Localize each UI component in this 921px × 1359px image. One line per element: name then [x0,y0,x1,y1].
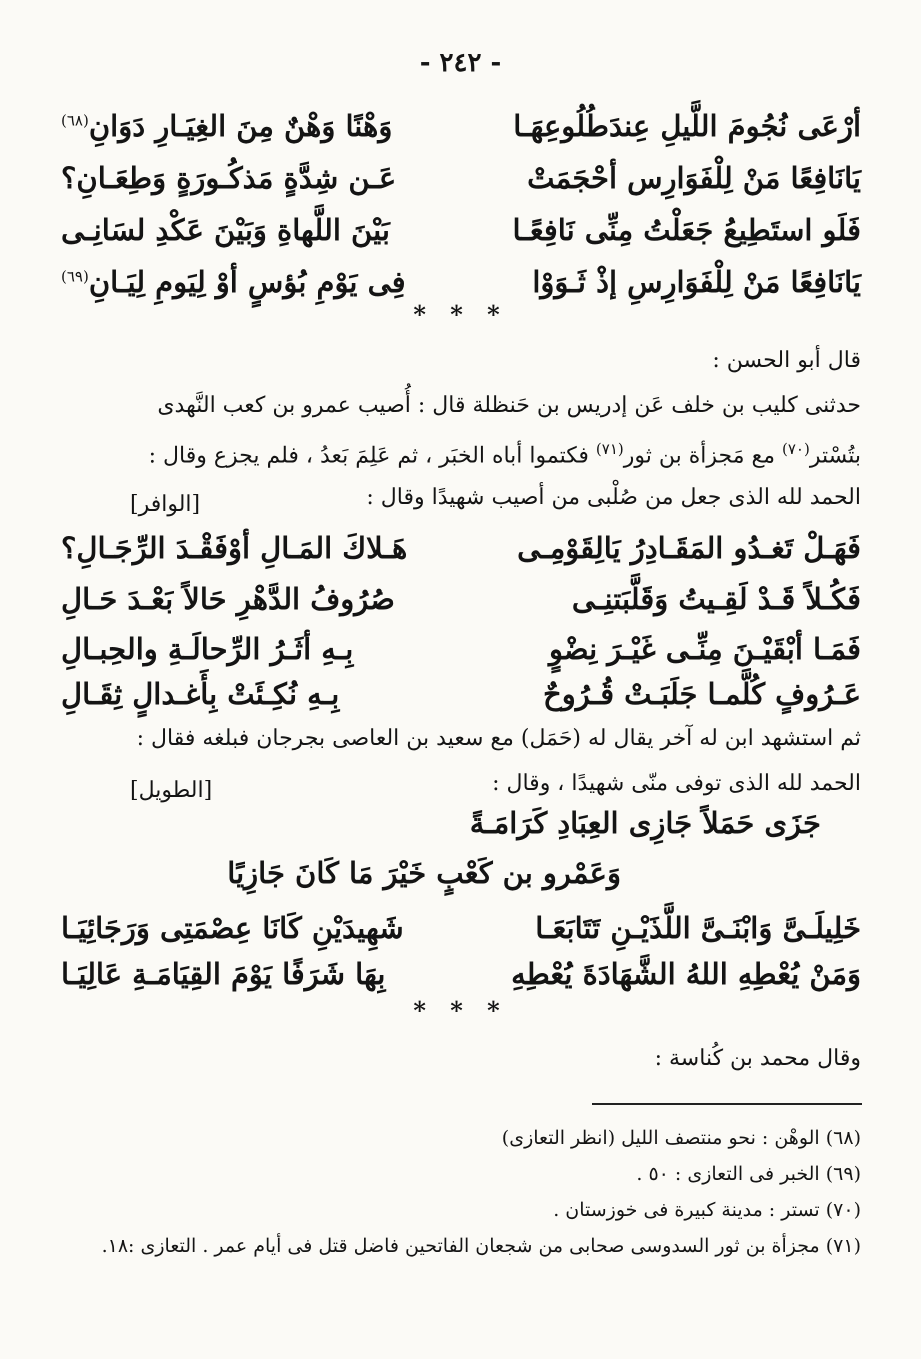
verse-second-hemistich: بِهَا شَرَفًا يَوْمَ القِيَامَـةِ عَالِيَـا [61,957,386,991]
footnote-marker: (٦٩) [61,267,89,286]
footnote: (٦٩) الخبر فى التعازى : ٥٠ . [636,1163,861,1185]
verse-first-hemistich: فَمَـا أبْقَيْـنَ مِنِّـى غَيْـرَ نِضْوٍ [548,632,861,666]
section-separator: * * * [413,996,508,1025]
verse-first-hemistich: يَانَافِعًا مَنْ لِلْفَوَارِسِ إذْ ثَـوَوْا [532,265,861,299]
footnote-marker: (٧١) [595,440,624,458]
verse-second-hemistich [61,109,392,143]
narrator-intro: قال أبو الحسن : [712,348,861,373]
meter-label: [الطويل] [130,778,213,803]
page-number: - ٢٤٢ - [419,48,502,78]
footnote: (٧١) مجزأة بن ثور السدوسى صحابى من شجعان الفاتحين فاضل قتل فى أيام عمر . التعازى :١٨. [101,1235,861,1257]
verse-line [61,573,861,625]
footnote-divider [592,1103,862,1105]
verse-first-hemistich: جَزَى حَمَلاً جَازِى العِبَادِ كَرَامَـةً [469,806,821,840]
verse-second-hemistich: وَعَمْرو بن كَعْبٍ خَيْرَ مَا كَانَ جَازِيًا [227,856,621,890]
prose-segment: مع مَجزأة بن ثور [623,443,782,469]
verse-first-hemistich: فَلَو استَطِيعُ جَعَلْتُ مِنِّى نَافِعًـا [512,213,861,247]
footnote: (٦٨) الوهْن : نحو منتصف الليل (انظر التعازى) [501,1127,861,1149]
prose-line [61,440,861,468]
prose-segment: بتُسْتر [809,443,861,469]
narrator-intro: وقال محمد بن كُناسة : [654,1046,861,1071]
verse-second-hemistich: شَهِيدَيْنِ كَانَا عِصْمَتِى وَرَجَائِيَـا [61,911,404,945]
footnote-marker: (٧٠) [781,440,810,458]
verse-second-hemistich: صُرُوفُ الدَّهْرِ حَالاً بَعْـدَ حَـالِ [61,582,395,616]
footnote: (٧٠) تستر : مدينة كبيرة فى خوزستان . [553,1199,861,1221]
verse-first-hemistich: فَهَـلْ تَغـدُو المَقَـادِرُ يَالِقَوْمِـى [517,531,861,565]
verse-first-hemistich: عَـرُوفٍ كُلَّمـا جَلَبَـتْ قُـرُوحٌ [543,677,861,711]
verse-second-hemistich: عَـن شِدَّةٍ مَذكُـورَةٍ وَطِعَـانِ؟ [61,161,397,195]
verse-line [61,204,861,256]
footnote-marker: (٦٨) [61,111,89,130]
verse-second-hemistich: بِـهِ نُكِـئَتْ بِأَغـدالٍ ثِقَـالِ [61,677,340,711]
verse-first-hemistich: خَلِيلَـىَّ وَابْنَـىَّ اللَّذَيْـنِ تَتَابَعَـا [535,911,861,945]
prose-line: حدثنى كليب بن خلف عَن إدريس بن حَنظلة قال : أُصيب عمرو بن كعب النَّهدى [157,393,861,418]
meter-label: [الوافر] [130,492,201,517]
prose-line: الحمد لله الذى توفى منّى شهيدًا ، وقال : [492,771,861,796]
verse-line [61,902,861,954]
verse-second-hemistich: بَيْنَ اللَّهاةِ وَبَيْنَ عَكْدِ لسَانِـى [61,213,390,247]
verse-line [61,948,861,1000]
verse-second-hemistich-text: فِى يَوْمِ بُؤسٍ أوْ لِيَومِ لِيَـانِ [88,265,406,299]
verse-first-hemistich: وَمَنْ يُعْطِهِ اللهُ الشَّهَادَةَ يُعْطِهِ [511,957,861,991]
verse-second-hemistich [61,265,406,299]
verse-first-hemistich: يَانَافِعًا مَنْ لِلْفَوَارِس أحْجَمَتْ [527,161,861,195]
verse-second-hemistich-text: وَهْنًا وَهْنٌ مِنَ الغِيَـارِ دَوَانِ [88,109,393,143]
verse-line [61,668,861,720]
verse-line [61,100,861,152]
verse-second-hemistich: بِـهِ أثَـرُ الرِّحالَـةِ والحِبـالِ [61,632,354,666]
verse-first-hemistich: فَكُـلاً قَـدْ لَقِـيتُ وَقَلَّبَتنِـى [571,582,861,616]
prose-segment: فكتموا أباه الخبَر ، ثم عَلِمَ بَعدُ ، فلم يجزع وقال : [148,443,596,469]
prose-line: الحمد لله الذى جعل من صُلْبى من أصيب شهيدًا وقال : [366,485,861,510]
verse-first-hemistich: أرْعَى نُجُومَ اللَّيلِ عِندَطُلُوعِهَـا [513,109,861,143]
verse-line [61,152,861,204]
verse-line [61,522,861,574]
prose-line: ثم استشهد ابن له آخر يقال له (حَمَل) مع سعيد بن العاصى بجرجان فبلغه فقال : [136,726,861,751]
verse-second-hemistich: هَـلاكَ المَـالِ أوْفَقْـدَ الرِّجَـالِ؟ [61,531,408,565]
section-separator: * * * [413,300,508,329]
